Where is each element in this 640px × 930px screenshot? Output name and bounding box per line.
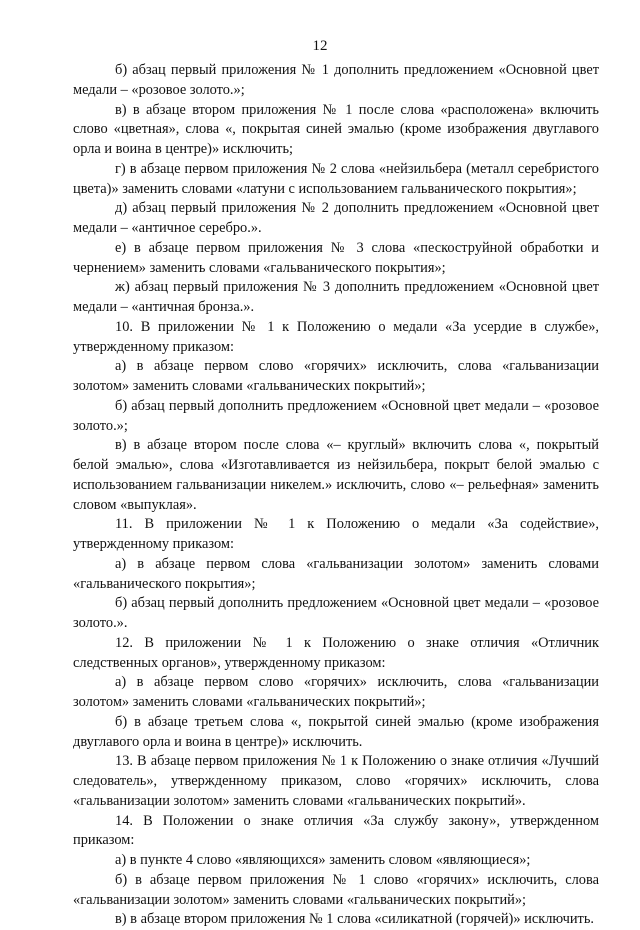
paragraph: в) в абзаце втором приложения № 1 после слова «расположена» включить слово «цветная», слова «, покрытая синей эмалью (кроме изображения двуглавого орла и воина в центре)» исключить; xyxy=(73,101,599,157)
paragraph: а) в абзаце первом слово «горячих» исключить, слова «гальванизации золотом» заменить словами «гальванических покрытий»; xyxy=(73,674,599,710)
paragraph: ж) абзац первый приложения № 3 дополнить предложением «Основной цвет медали – «античная бронза.». xyxy=(73,279,599,315)
paragraph: 10. В приложении № 1 к Положению о медали «За усердие в службе», утвержденному приказом: xyxy=(73,318,599,355)
page-number: 12 xyxy=(312,38,328,54)
paragraph: б) абзац первый дополнить предложением «Основной цвет медали – «розовое золото.». xyxy=(73,595,599,631)
paragraph: 14. В Положении о знаке отличия «За службу закону», утвержденном приказом: xyxy=(73,812,599,849)
paragraph: 11. В приложении № 1 к Положению о медали «За содействие», утвержденному приказом: xyxy=(73,516,599,552)
paragraph: б) в абзаце первом приложения № 1 слово «горячих» исключить, слова «гальванизации золотом» заменить словами «гальванических покрытий»; xyxy=(73,871,599,908)
paragraph: а) в абзаце первом слова «гальванизации золотом» заменить словами «гальванического покрытия»; xyxy=(73,555,599,592)
paragraph: в) в абзаце втором приложения № 1 слова «силикатной (горячей)» исключить. xyxy=(115,911,594,928)
paragraph: г) в абзаце первом приложения № 2 слова «нейзильбера (металл серебристого цвета)» заменить словами «латуни с использованием гальванического покрытия»; xyxy=(73,160,599,197)
paragraph: е) в абзаце первом приложения № 3 слова «пескоструйной обработки и чернением» заменить словами «гальванического покрытия»; xyxy=(73,239,599,276)
paragraph: в) в абзаце втором после слова «– круглый» включить слова «, покрытый белой эмалью», слова «Изготавливается из нейзильбера, покрыт белой эмалью с использованием гальванизации никелем.» исключить, слово «– рельефная» заменить словом «выпуклая». xyxy=(73,437,599,513)
paragraph: 12. В приложении № 1 к Положению о знаке отличия «Отличник следственных органов», утвержденному приказом: xyxy=(73,634,599,671)
paragraph: 13. В абзаце первом приложения № 1 к Положению о знаке отличия «Лучший следователь», утвержденному приказом, слово «горячих» исключить, слова «гальванизации золотом» заменить словами «гальванических покрытий». xyxy=(73,753,599,809)
paragraph: а) в пункте 4 слово «являющихся» заменить словом «являющиеся»; xyxy=(115,852,531,868)
paragraph: б) абзац первый приложения № 1 дополнить предложением «Основной цвет медали – «розовое золото.»; xyxy=(73,62,599,98)
paragraph: д) абзац первый приложения № 2 дополнить предложением «Основной цвет медали – «античное серебро.». xyxy=(73,200,599,236)
paragraph: б) в абзаце третьем слова «, покрытой синей эмалью (кроме изображения двуглавого орла и воина в центре)» исключить. xyxy=(73,713,599,750)
paragraph: б) абзац первый дополнить предложением «Основной цвет медали – «розовое золото.»; xyxy=(73,397,599,434)
document-body xyxy=(73,61,599,930)
paragraph: а) в абзаце первом слово «горячих» исключить, слова «гальванизации золотом» заменить словами «гальванических покрытий»; xyxy=(73,358,599,394)
